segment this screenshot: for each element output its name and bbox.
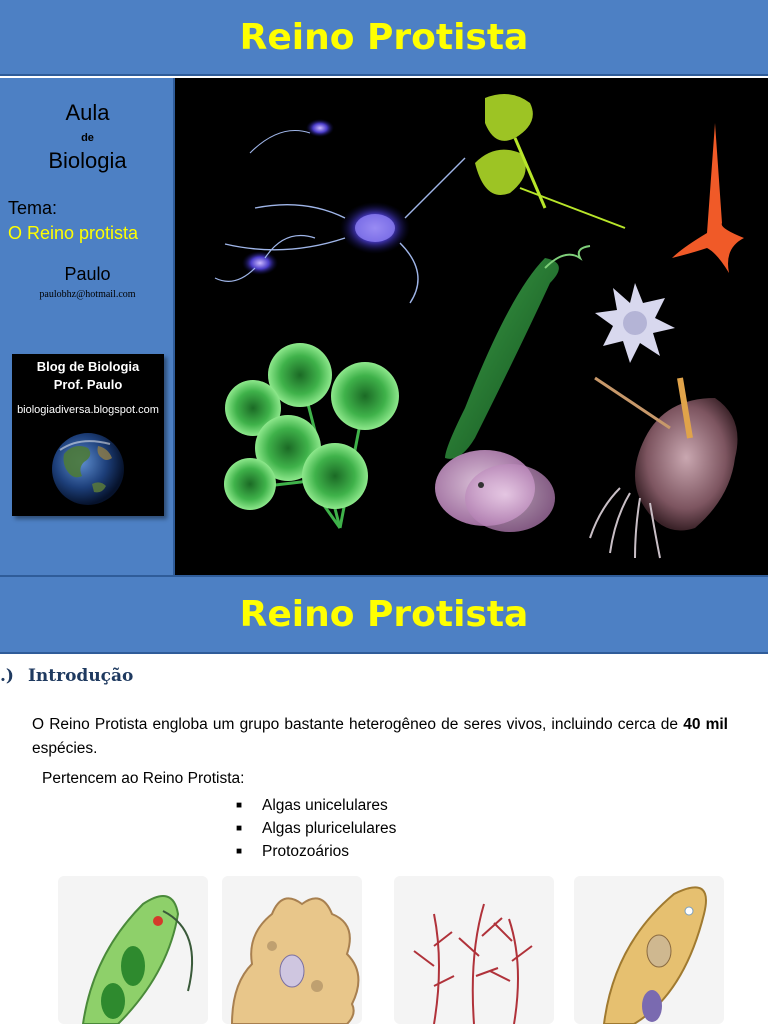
radiolarian <box>595 283 675 363</box>
bullet-icon: ■ <box>236 823 243 834</box>
earth-icon <box>12 354 164 516</box>
list-item <box>236 817 396 840</box>
list-item <box>236 840 396 863</box>
slide2-title: Reino Protista <box>239 594 529 635</box>
list-label: Pertencem ao Reino Protista: <box>42 770 245 787</box>
aula-label: Aula <box>65 100 110 125</box>
list-item-label: Algas pluricelulares <box>262 820 397 837</box>
paragraph-text-1: O Reino Protista engloba um grupo bastante heterogêneo de seres vivos, incluindo cerca de <box>32 716 684 733</box>
blog-url: biologiadiversa.blogspot.com <box>17 404 159 416</box>
section-title: Introdução <box>27 666 134 686</box>
red-algae-illustration <box>394 876 554 1024</box>
list-item <box>236 794 396 817</box>
slide1-header <box>0 0 768 76</box>
tema-value: O Reino protista <box>8 223 139 243</box>
paragraph-text-2: espécies. <box>32 740 98 757</box>
bullet-icon: ■ <box>236 846 243 857</box>
blog-title-line2: Prof. Paulo <box>53 377 123 392</box>
protists-collage <box>175 78 768 575</box>
de-label: de <box>81 132 94 144</box>
slide1-title: Reino Protista <box>239 16 529 58</box>
list-item-label: Protozoários <box>262 843 350 860</box>
euglena <box>445 246 590 459</box>
author-name: Paulo <box>64 264 111 284</box>
blog-badge <box>12 354 164 516</box>
blog-title-line1: Blog de Biologia <box>36 359 140 374</box>
yellow-green-cells <box>475 94 625 228</box>
intro-paragraph <box>32 713 728 761</box>
orange-dinoflagellate <box>672 123 744 273</box>
pink-diatoms <box>435 450 555 532</box>
amoeba-cell <box>590 378 738 558</box>
biologia-label: Biologia <box>48 148 127 173</box>
slide2-header <box>0 575 768 654</box>
paragraph-bold: 40 mil <box>683 716 728 733</box>
green-disc-colony <box>224 343 399 528</box>
bullet-icon: ■ <box>236 800 243 811</box>
tema-label: Tema: <box>8 198 58 218</box>
author-email: paulobhz@hotmail.com <box>39 289 136 300</box>
paramecium-image <box>574 876 724 1024</box>
paramecium-illustration <box>574 876 724 1024</box>
amoeba-illustration <box>222 876 362 1024</box>
section-number: .) <box>0 666 14 686</box>
amoeba-image <box>222 876 362 1024</box>
giardia-group <box>215 119 465 303</box>
protists-illustration <box>175 78 768 575</box>
list-item-label: Algas unicelulares <box>262 797 388 814</box>
section-heading <box>0 666 133 686</box>
protist-list <box>236 794 396 863</box>
euglena-image <box>58 876 208 1024</box>
red-algae-image <box>394 876 554 1024</box>
euglena-illustration <box>58 876 208 1024</box>
slide1-sidebar <box>0 78 175 575</box>
